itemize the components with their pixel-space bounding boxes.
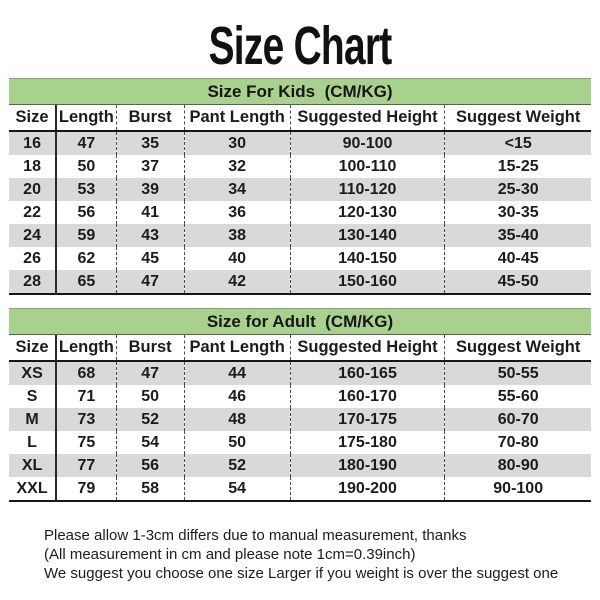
note-line-3: We suggest you choose one size Larger if you weight is over the suggest one [44, 565, 559, 582]
table-cell: 32 [184, 155, 290, 178]
table-cell: 150-160 [290, 270, 445, 294]
table-cell: 65 [56, 270, 116, 294]
table-cell: 35 [116, 131, 184, 155]
table-row [9, 408, 591, 431]
kids-table-head [9, 105, 591, 131]
table-cell: M [9, 408, 56, 431]
table-row [9, 178, 591, 201]
measurement-notes [44, 526, 590, 583]
table-cell: 170-175 [290, 408, 445, 431]
table-cell: 38 [184, 224, 290, 247]
table-cell: 40 [184, 247, 290, 270]
table-cell: 47 [116, 361, 184, 385]
table-cell: 52 [116, 408, 184, 431]
table-row [9, 155, 591, 178]
table-cell: 60-70 [445, 408, 591, 431]
column-header: Burst [116, 105, 184, 131]
kids-table-title [9, 78, 591, 105]
table-row [9, 454, 591, 477]
table-cell: 50 [56, 155, 116, 178]
note-line-2: (All measurement in cm and please note 1cm=0.39inch) [44, 546, 416, 563]
table-cell: 68 [56, 361, 116, 385]
table-cell: L [27, 433, 37, 451]
table-cell: XL [9, 454, 56, 477]
table-cell: 73 [56, 408, 116, 431]
table-cell: 71 [56, 385, 116, 408]
table-cell: 45-50 [445, 270, 591, 294]
table-cell: 28 [9, 270, 56, 294]
table-cell: 140-150 [290, 247, 445, 270]
table-cell: 45 [116, 247, 184, 270]
table-cell: 54 [184, 477, 290, 501]
table-cell: 80-90 [445, 454, 591, 477]
table-cell: 24 [9, 224, 56, 247]
table-cell: 62 [56, 247, 116, 270]
column-header: Pant Length [184, 335, 290, 361]
header-row [9, 335, 591, 361]
table-cell: 50 [184, 431, 290, 454]
column-header: Pant Length [184, 105, 290, 131]
table-cell: 55-60 [445, 385, 591, 408]
table-cell: 53 [56, 178, 116, 201]
table-cell: 25-30 [445, 178, 591, 201]
column-header: Length [56, 105, 116, 131]
table-cell: 120-130 [290, 201, 445, 224]
adult-table-head [9, 335, 591, 361]
table-cell: 30 [184, 131, 290, 155]
table-cell: 44 [184, 361, 290, 385]
table-cell: 36 [184, 201, 290, 224]
table-cell: 20 [9, 178, 56, 201]
table-cell: 48 [184, 408, 290, 431]
table-cell: 16 [9, 131, 56, 155]
table-row [9, 385, 591, 408]
table-cell: 70-80 [445, 431, 591, 454]
column-header: Suggest Weight [445, 335, 591, 361]
adult-table-body [9, 361, 591, 501]
table-row [9, 224, 591, 247]
table-row [9, 431, 591, 454]
table-cell: 34 [184, 178, 290, 201]
column-header: Length [56, 335, 116, 361]
table-cell: 130-140 [290, 224, 445, 247]
table-cell: 175-180 [290, 431, 445, 454]
table-row [9, 270, 591, 294]
column-header: Suggested Height [290, 335, 445, 361]
adult-size-section [9, 308, 591, 502]
table-cell: 79 [56, 477, 116, 501]
page-title-text: Size Chart [208, 16, 392, 76]
table-cell: XXL [16, 479, 48, 497]
table-cell: 37 [116, 155, 184, 178]
table-cell: <15 [445, 131, 591, 155]
header-row [9, 105, 591, 131]
table-cell: 180-190 [290, 454, 445, 477]
kids-size-table [9, 105, 591, 295]
table-cell: 77 [56, 454, 116, 477]
table-cell: 26 [23, 249, 41, 267]
column-header: Suggest Weight [445, 105, 591, 131]
table-cell: 56 [116, 454, 184, 477]
table-cell: 160-165 [290, 361, 445, 385]
table-cell: 50 [116, 385, 184, 408]
table-cell: 54 [116, 431, 184, 454]
table-cell: 90-100 [445, 477, 591, 501]
size-chart-page [0, 14, 600, 600]
page-title [0, 14, 600, 78]
table-cell: 160-170 [290, 385, 445, 408]
table-cell: 39 [116, 178, 184, 201]
adult-table-title [9, 308, 591, 335]
table-cell: 47 [56, 131, 116, 155]
table-cell: 110-120 [290, 178, 445, 201]
adult-table-title-text: Size for Adult (CM/KG) [206, 312, 394, 331]
column-header: Size [9, 335, 56, 361]
table-cell: 43 [116, 224, 184, 247]
table-cell: 30-35 [445, 201, 591, 224]
table-cell: 47 [116, 270, 184, 294]
kids-size-section [9, 78, 591, 295]
column-header: Burst [116, 335, 184, 361]
table-cell: S [26, 387, 38, 405]
table-row [9, 247, 591, 270]
column-header: Size [9, 105, 56, 131]
table-cell: 41 [116, 201, 184, 224]
table-cell: 42 [184, 270, 290, 294]
table-cell: 56 [56, 201, 116, 224]
table-cell: 40-45 [445, 247, 591, 270]
table-cell: 15-25 [445, 155, 591, 178]
adult-size-table [9, 335, 591, 502]
note-line-1: Please allow 1-3cm differs due to manual measurement, thanks [44, 527, 467, 544]
table-cell: 52 [184, 454, 290, 477]
table-cell: 35-40 [445, 224, 591, 247]
kids-table-body [9, 131, 591, 294]
table-cell: 50-55 [445, 361, 591, 385]
table-row [9, 201, 591, 224]
table-row [9, 131, 591, 155]
column-header: Suggested Height [290, 105, 445, 131]
table-cell: 46 [184, 385, 290, 408]
table-cell: XS [9, 361, 56, 385]
table-cell: 58 [116, 477, 184, 501]
table-cell: 22 [23, 203, 41, 221]
table-row [9, 361, 591, 385]
table-cell: 190-200 [290, 477, 445, 501]
kids-table-title-text: Size For Kids (CM/KG) [207, 82, 393, 101]
table-cell: 100-110 [290, 155, 445, 178]
table-cell: 75 [56, 431, 116, 454]
table-cell: 59 [56, 224, 116, 247]
table-cell: 90-100 [290, 131, 445, 155]
table-cell: 18 [23, 157, 41, 175]
table-row [9, 477, 591, 501]
